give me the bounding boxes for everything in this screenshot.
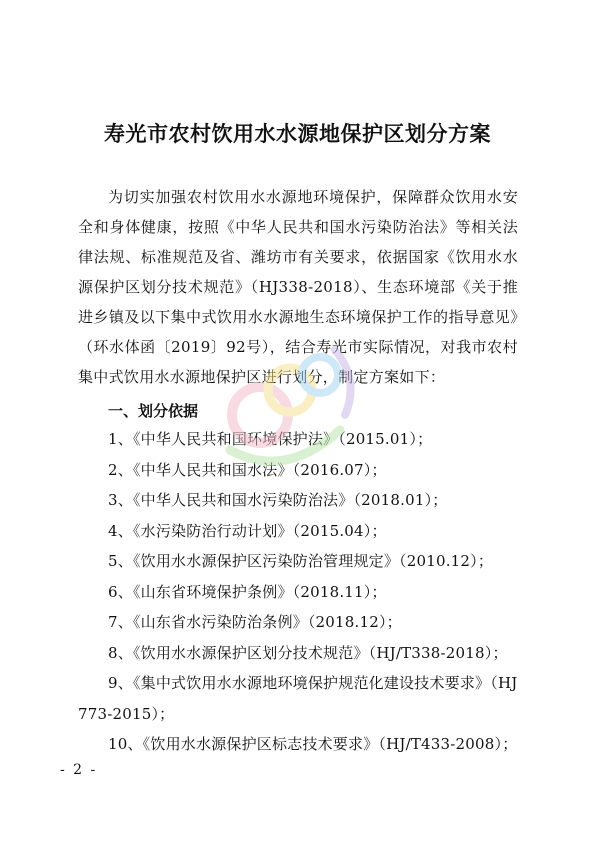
basis-item: 7、《山东省水污染防治条例》（2018.12）； — [108, 613, 402, 631]
basis-list — [78, 424, 523, 760]
basis-item: 4、《水污染防治行动计划》（2015.04）； — [108, 521, 387, 540]
basis-item: 10、《饮用水水源保护区标志技术要求》（HJ/T433-2008）； — [108, 735, 518, 753]
basis-item: 6、《山东省环境保护条例》（2018.11）； — [108, 582, 387, 601]
basis-item: 1、《中华人民共和国环境保护法》（2015.01）； — [108, 430, 433, 448]
document-title: 寿光市农村饮用水水源地保护区划分方案 — [104, 121, 491, 146]
basis-item: 9、《集中式饮用水水源地环境保护规范化建设技术要求》（HJ 773-2015）； — [78, 674, 518, 723]
basis-item: 8、《饮用水水源保护区划分技术规范》（HJ/T338-2018）； — [108, 643, 508, 662]
basis-item: 3、《中华人民共和国水污染防治法》（2018.01）； — [108, 491, 448, 509]
section-heading-basis: 一、划分依据 — [108, 402, 199, 420]
basis-item: 5、《饮用水水源保护区污染防治管理规定》（2010.12）； — [108, 552, 494, 570]
intro-paragraph: 为切实加强农村饮用水水源地环境保护，保障群众饮用水安全和身体健康，按照《中华人民共和国水污染防治法》等相关法律法规、标准规范及省、潍坊市有关要求，依据国家《饮用水水源保护区划分技术规范》（HJ338-2018）、生态环境部《关于推进乡镇及以下集中式饮用水水源地生态环境保护工作的指导意见》（环水体函〔2019〕92号），结合寿光市实际情况，对我市农村集中式饮用水水源地保护区进行划分，制定方案如下： — [78, 188, 518, 386]
basis-item: 2、《中华人民共和国水法》（2016.07）； — [108, 460, 387, 479]
page-number: - 2 - — [60, 762, 98, 778]
